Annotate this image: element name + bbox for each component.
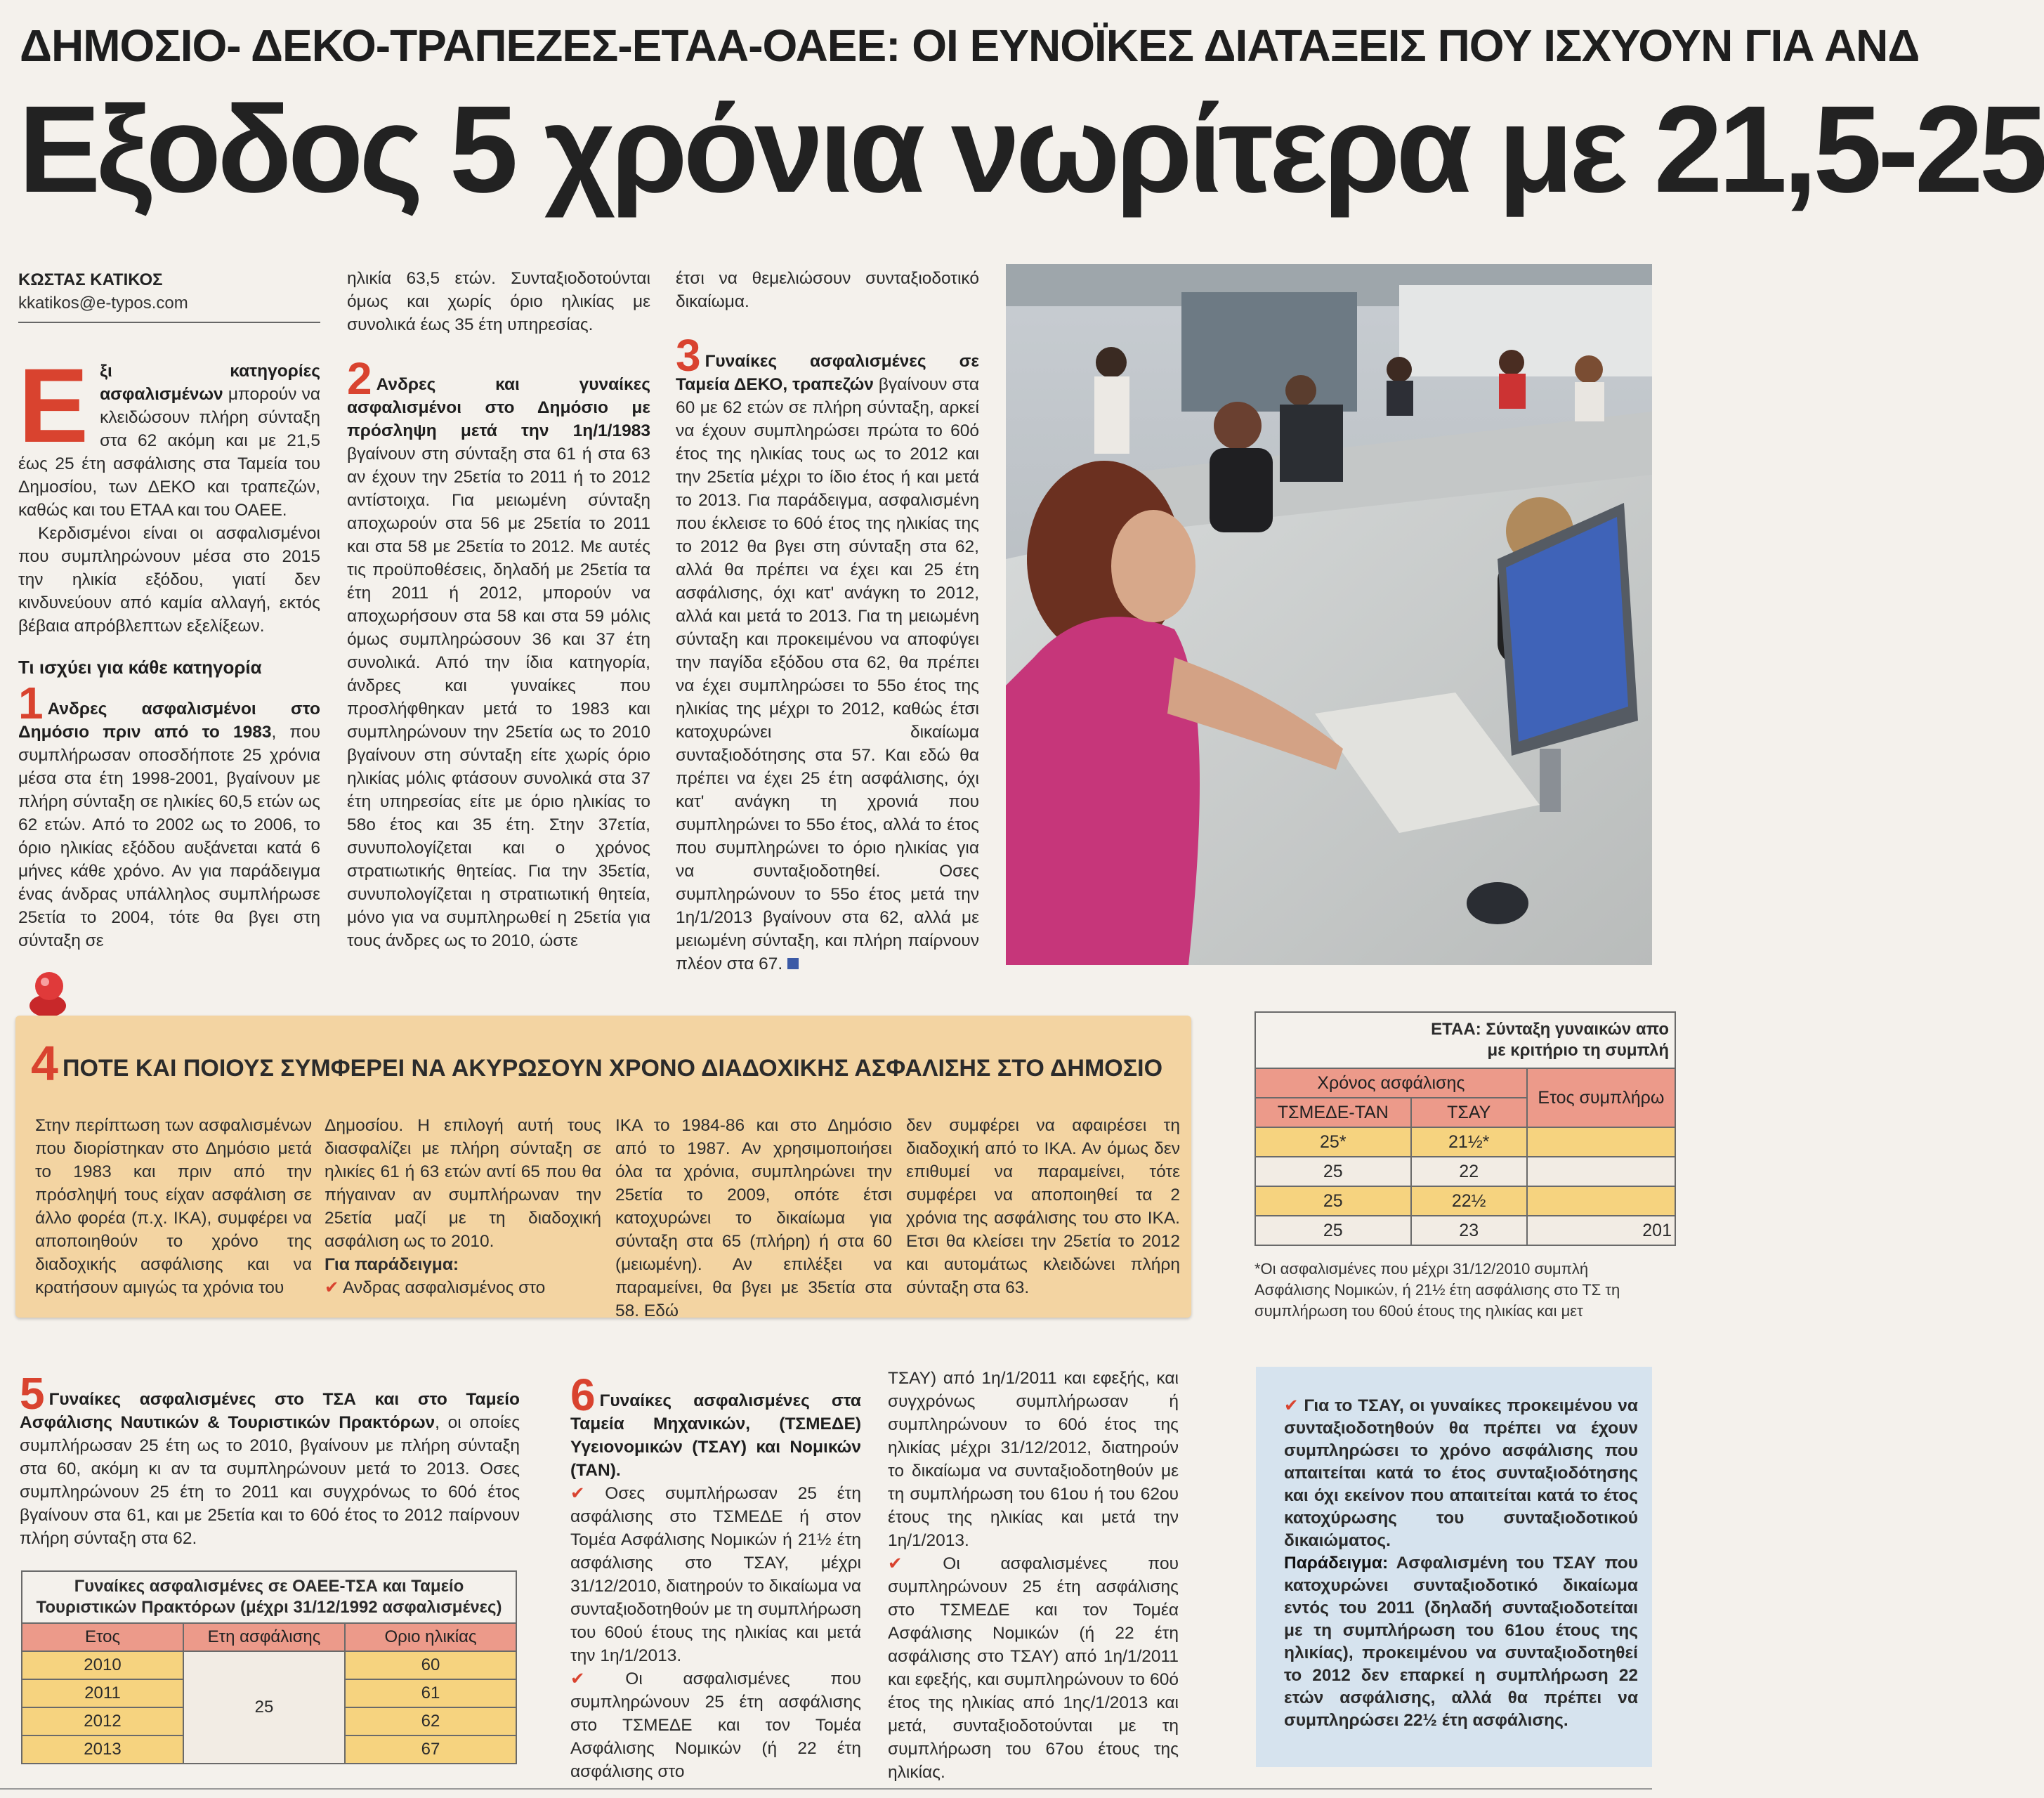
section-2-body: βγαίνουν στη σύνταξη στα 61 ή στα 63 αν έχουν την 25ετία το 2011 ή το 2012 αντίστοιχα. Για μειωμένη σύνταξη αποχωρούν στα 56 με 25ετία το 2011 και στα 58 με 25ετία το 2012. Με αυτές τις προϋποθέσεις, δηλαδή με 25ετία τα έτη 2011 ή 2012, μπορούν να αποχωρήσουν στα 58 και στα 59 μόλις όμως συμπληρώσουν 36 και 37 έτη συνολικά. Από την ίδια κατηγορία, άνδρες και γυναίκες που προσλήφθηκαν μετά το 1983 και συμπληρώνουν την 25ετία ως το 2010 βγαίνουν στη σύνταξη είτε χωρίς όριο ηλικίας μόλις φτάσουν συνολικά στα 37 έτη υπηρεσίας είτε με όριο ηλικίας το 58ο έτος και 35 έτη. Στην 37ετία, συνυπολογίζεται και ο χρόνος στρατιωτικής θητείας. Για την 35ετία, συνυπολογίζεται η στρατιωτική θητεία, μόνο για να συμπληρωθεί η 25ετία για τους άνδρες ως το 2010, ώστε xyxy=(347,445,650,950)
section-6-bullet-1: Οσες συμπλήρωσαν 25 έτη ασφάλισης στο ΤΣΜΕΔΕ ή στον Τομέα Ασφάλισης Νομικών ή 21½ έτη ασφάλισης στο ΤΣΑΥ, μέχρι 31/12/2010, διατηρούν το δικαίωμα να συνταξιοδοτηθούν με τη συμπλήρωση του 60ού έτους της ηλικίας και μετά την 1η/1/2013. xyxy=(570,1484,861,1665)
end-mark-icon xyxy=(787,958,799,969)
section-6-title: Γυναίκες ασφαλισμένες στα Ταμεία Μηχανικών, (ΤΣΜΕΔΕ) Υγειονομικών (ΤΣΑΥ) και Νομικών (ΤΑΝ). xyxy=(570,1391,861,1480)
column-1 xyxy=(18,346,320,952)
intro-lead: ξι κατηγορίες ασφαλισμένων xyxy=(100,362,320,404)
tsay-note-text xyxy=(1284,1395,1638,1732)
table-row: 25* 21½* xyxy=(1255,1127,1675,1157)
kicker-headline: ΔΗΜΟΣΙΟ- ΔΕΚΟ-ΤΡΑΠΕΖΕΣ-ΕΤΑΑ-ΟΑΕΕ: ΟΙ ΕΥΝΟΪΚΕΣ ΔΙΑΤΑΞΕΙΣ ΠΟΥ ΙΣΧΥΟΥΝ ΓΙΑ ΑΝΔ xyxy=(20,20,1920,71)
section-6-col-1 xyxy=(570,1370,861,1783)
tsay-note-p2: Ασφαλισμένη του ΤΣΑΥ που κατοχυρώνει συνταξιοδοτικό δικαίωμα εντός του 2011 (δηλαδή συνταξιοδοτείται με τη συμπλήρωση του 61ου έτους της ηλικίας), προκειμένου να συνταξιοδοτηθεί το 2012 δεν επαρκεί η συμπλήρωση 22 ετών ασφάλισης, αλλά θα πρέπει να συμπληρώσει 22½ έτη ασφάλισης. xyxy=(1284,1554,1638,1730)
drop-cap: Ε xyxy=(18,346,89,464)
table-row: 25 22 xyxy=(1255,1157,1675,1186)
etaa-col3-header: Ετος συμπλήρω xyxy=(1527,1068,1675,1127)
column-2-continuation: ηλικία 63,5 ετών. Συνταξιοδοτούνται όμως και χωρίς όριο ηλικίας με συνολικά έως 35 έτη υπηρεσίας. xyxy=(347,269,650,334)
oaee-header-year: Ετος xyxy=(22,1623,183,1651)
section-2-title: Ανδρες και γυναίκες ασφαλισμένοι στο Δημόσιο με πρόσληψη μετά την 1η/1/1983 xyxy=(347,375,650,440)
section-number: 2 xyxy=(347,353,372,404)
oaee-table xyxy=(21,1622,517,1764)
subheading: Τι ισχύει για κάθε κατηγορία xyxy=(18,657,262,678)
byline-rule xyxy=(18,322,320,323)
section-number: 1 xyxy=(18,678,44,728)
box4-col-4: δεν συμφέρει να αφαιρέσει τη διαδοχική από το ΙΚΑ. Αν όμως δεν επιθυμεί να παραμείνει, τότε συμφέρει να αποποιηθεί τα 2 χρόνια της ασφάλισης του στο ΙΚΑ. Ετσι θα κλείσει την 25ετία το 2012 και αυτομάτως κλειδώνει πλήρη σύνταξη στα 63. xyxy=(906,1116,1180,1297)
example-label: Για παράδειγμα: xyxy=(325,1255,459,1274)
table-row: 2011 61 xyxy=(22,1679,516,1707)
section-number: 6 xyxy=(570,1370,596,1420)
section-6-col-2 xyxy=(888,1367,1179,1784)
column-3 xyxy=(676,267,979,976)
section-3-body: βγαίνουν στα 60 με 62 ετών σε πλήρη σύνταξη, αρκεί να έχουν συμπληρώσει πρώτα το 60ό έτος της ηλικίας τους ως το 2012 και την 25ετία μέχρι το ίδιο έτος ή και μετά το 2013. Για παράδειγμα, ασφαλισμένη που έκλεισε το 60ό έτος της ηλικίας της το 2012 θα βγει στη σύνταξη στα 62, αλλά θα πρέπει να έχει και 25 έτη ασφάλισης, όχι κατ' ανάγκη το 2012, αλλά και μετά το 2013. Για τη μειωμένη σύνταξη και προκειμένου να αποφύγει την παγίδα εξόδου στα 62, θα πρέπει να έχει συμπληρώσει το 55ο έτος της ηλικίας της μέχρι το 2012, καθώς έτσι κατοχυρώνει δικαίωμα συνταξιοδότησης στα 57. Και εδώ θα πρέπει να έχει 25 έτη ασφάλισης, όχι κατ' ανάγκη τη χρονιά που συμπληρώνει το 55ο έτος, αλλά το έτος που συμπληρώνει το όριο ηλικίας για να συνταξιοδοτηθεί. Οσες συμπληρώνουν το 55ο έτος μετά την 1η/1/2013 βγαίνουν στα 62, αλλά με μειωμένη σύνταξη, και πλήρη παίρνουν πλέον στα 67. xyxy=(676,375,979,973)
section-1-body: , που συμπλήρωσαν οποσδήποτε 25 χρόνια μέσα στα έτη 1998-2001, βγαίνουν με πλήρη σύνταξη σε ηλικίες 60,5 ετών ως 62 ετών. Από το 2002 ως το 2006, το όριο ηλικίας εξόδου αυξάνεται κατά 6 μήνες κάθε χρόνο. Αν για παράδειγμα ένας άνδρας υπάλληλος συμπλήρωσε 25ετία το 2004, τότε θα βγει στη σύνταξη σε xyxy=(18,723,320,950)
intro-paragraph-2: Κερδισμένοι είναι οι ασφαλισμένοι που συμπληρώνουν μέσα στο 2015 την ηλικία εξόδου, γιατί δεν κινδυνεύουν από καμία αλλαγή, εκτός βέβαια απρόβλεπτων εξελίξεων. xyxy=(18,524,320,636)
box4-col-1: Στην περίπτωση των ασφαλισμένων που διορίστηκαν στο Δημόσιο μετά το 1983 και πριν από την πρόσληψή τους είχαν ασφάλιση σε άλλο φορέα (π.χ. ΙΚΑ), συμφέρει να αποποιηθούν το χρόνο της διαδοχικής ασφάλισης και να κρατήσουν αμιγώς τα χρόνια του xyxy=(35,1116,312,1297)
checkmark-icon: ✔ xyxy=(888,1554,903,1573)
column-3-continuation: έτσι να θεμελιώσουν συνταξιοδοτικό δικαίωμα. xyxy=(676,269,979,311)
checkmark-icon: ✔ xyxy=(325,1278,339,1297)
box4-example-text: Ανδρας ασφαλισμένος στο xyxy=(343,1278,546,1297)
section-4-title xyxy=(31,1036,1163,1091)
section-6-bullet-3: Οι ασφαλισμένες που συμπληρώνουν 25 έτη ασφάλισης στο ΤΣΜΕΔΕ και τον Τομέα Ασφάλισης Νομικών (ή 22 έτη ασφάλισης στο ΤΣΑΥ) από 1η/1/2011 και εφεξής, και συμπληρώνουν το 60ό έτος της ηλικίας από 1ης/1/2013 και μετά, συνταξιοδοτούνται με τη συμπλήρωση του 67ου έτους της ηλικίας. xyxy=(888,1554,1179,1782)
etaa-table-title: ΕΤΑΑ: Σύνταξη γυναικών απο με κριτήριο τη συμπλή xyxy=(1255,1012,1675,1068)
etaa-sub-header-1: ΤΣΜΕΔΕ-ΤΑΝ xyxy=(1255,1098,1411,1127)
etaa-table xyxy=(1254,1011,1676,1246)
etaa-group-header: Χρόνος ασφάλισης xyxy=(1255,1068,1527,1098)
section-1-title: Ανδρες ασφαλισμένοι στο Δημόσιο πριν από το 1983 xyxy=(18,700,320,742)
intro-text: μπορούν να κλειδώσουν πλήρη σύνταξη στα 62 ακόμη και με 21,5 έως 25 έτη ασφάλισης στα Ταμεία του Δημοσίου, των ΔΕΚΟ και τραπεζών, καθώς και του ΕΤΑΑ και του ΟΑΕΕ. xyxy=(18,385,320,520)
table-row: 2012 62 xyxy=(22,1707,516,1735)
table-row: 25 23 201 xyxy=(1255,1216,1675,1245)
section-5 xyxy=(20,1368,520,1550)
box4-col-2 xyxy=(325,1114,601,1299)
oaee-table-title: Γυναίκες ασφαλισμένες σε ΟΑΕΕ-ΤΣΑ και Ταμείο Τουριστικών Πρακτόρων (μέχρι 31/12/1992 ασφαλισμένες) xyxy=(21,1570,517,1622)
section-6-bullet-2: Οι ασφαλισμένες που συμπληρώνουν 25 έτη ασφάλισης στο ΤΣΜΕΔΕ και τον Τομέα Ασφάλισης Νομικών (ή 22 έτη ασφάλισης στο xyxy=(570,1669,861,1781)
oaee-table-block xyxy=(21,1570,517,1764)
table-row: 2010 25 60 xyxy=(22,1651,516,1679)
author-name: ΚΩΣΤΑΣ ΚΑΤΙΚΟΣ xyxy=(18,270,163,289)
oaee-insurance-years: 25 xyxy=(183,1651,345,1764)
main-headline: Εξοδος 5 χρόνια νωρίτερα με 21,5-25 xyxy=(18,81,2044,218)
office-photo xyxy=(1006,264,1652,965)
section-4-heading: ΠΟΤΕ ΚΑΙ ΠΟΙΟΥΣ ΣΥΜΦΕΡΕΙ ΝΑ ΑΚΥΡΩΣΟΥΝ ΧΡΟΝΟ ΔΙΑΔΟΧΙΚΗΣ ΑΣΦΑΛΙΣΗΣ ΣΤΟ ΔΗΜΟΣΙΟ xyxy=(62,1055,1163,1082)
box4-col-2-text: Δημοσίου. Η επιλογή αυτή τους διασφαλίζει με πλήρη σύνταξη σε ηλικίες 61 ή 63 ετών αντί 65 που θα πήγαιναν αν συμπλήρωναν την 25ετία μαζί με τη διαδοχική ασφάλιση ως το 2010. xyxy=(325,1116,601,1251)
section-5-body: , οι οποίες συμπλήρωσαν 25 έτη ως το 2010, βγαίνουν με πλήρη σύνταξη στα 60, ακόμη κι αν τα συμπληρώνουν μετά το 2013. Οσες συμπληρώνουν 25 έτη το 2011 και συγχρόνως το 60ό έτος βγαίνουν στα 61, και με 25ετία και το 60ό έτος το 2012 παίρνουν πλήρη σύνταξη στα 62. xyxy=(20,1413,520,1548)
section-number: 5 xyxy=(20,1368,45,1419)
section-number: 3 xyxy=(676,330,701,381)
box4-col-3: ΙΚΑ το 1984-86 και στο Δημόσιο από το 1987. Αν χρησιμοποιήσει όλα τα χρόνια, συμπληρώνει την 25ετία το 2009, οπότε έτσι κατοχυρώνει το δικαίωμα για σύνταξη στα 65 (πλήρη) ή στα 60 (μειωμένη). Αν επιλέξει να παραμείνει, θα βγει με 35ετία στα 58. Εδώ xyxy=(615,1116,892,1320)
tsay-note-p1: Για το ΤΣΑΥ, οι γυναίκες προκειμένου να συνταξιοδοτηθούν θα πρέπει να έχουν συμπληρώσει το χρόνο ασφάλισης που απαιτείται κατά το έτος συνταξιοδότησης και όχι εκείνον που απαιτείται κατά το έτος κατοχύρωσης του συνταξιοδοτικού δικαιώματος. xyxy=(1284,1396,1638,1550)
tsay-note-box xyxy=(1256,1367,1652,1767)
etaa-sub-header-2: ΤΣΑΥ xyxy=(1411,1098,1527,1127)
table-row: 25 22½ xyxy=(1255,1186,1675,1216)
etaa-table-block xyxy=(1254,1011,1672,1322)
section-6-continuation: ΤΣΑΥ) από 1η/1/2011 και εφεξής, και συγχρόνως συμπλήρωσαν ή συμπληρώνουν το 60ό έτος της ηλικίας μέχρι 31/12/2012, διατηρούν το δικαίωμα να συνταξιοδοτηθούν με τη συμπλήρωση του 61ου ή του 62ου έτους της ηλικίας και μετά την 1η/1/2013. xyxy=(888,1369,1179,1550)
bottom-rule xyxy=(0,1788,1652,1790)
section-3-title: Γυναίκες ασφαλισμένες σε Ταμεία ΔΕΚΟ, τραπεζών xyxy=(676,352,979,394)
checkmark-icon: ✔ xyxy=(570,1669,585,1688)
author-email[interactable]: kkatikos@e-typos.com xyxy=(18,294,188,313)
oaee-header-insurance: Ετη ασφάλισης xyxy=(183,1623,345,1651)
table-row: 2013 67 xyxy=(22,1735,516,1764)
section-number: 4 xyxy=(31,1036,58,1091)
example-label: Παράδειγμα: xyxy=(1284,1554,1389,1573)
checkmark-icon: ✔ xyxy=(570,1484,585,1503)
column-2 xyxy=(347,267,650,952)
etaa-footnote: *Οι ασφαλισμένες που μέχρι 31/12/2010 συμπλή Ασφάλισης Νομικών, ή 21½ έτη ασφάλισης στο ΤΣ τη συμπλήρωση του 60ού έτους της ηλικίας και μετ xyxy=(1254,1260,1620,1320)
checkmark-icon: ✔ xyxy=(1284,1396,1299,1415)
section-5-title: Γυναίκες ασφαλισμένες στο ΤΣΑ και στο Ταμείο Ασφάλισης Ναυτικών & Τουριστικών Πρακτόρων xyxy=(20,1390,520,1432)
info-box-section-4 xyxy=(15,1016,1191,1318)
oaee-header-age: Οριο ηλικίας xyxy=(345,1623,516,1651)
